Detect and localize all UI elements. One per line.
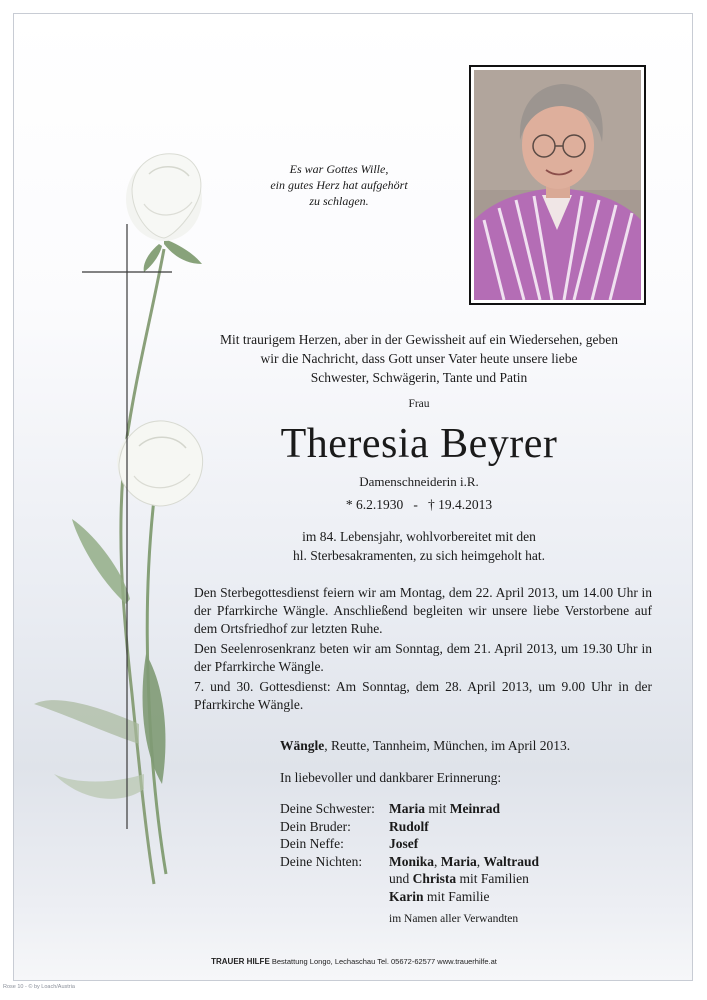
relative-name: Waltraud (483, 853, 540, 869)
upper-rose-icon (126, 154, 202, 241)
intro-line: Mit traurigem Herzen, aber in der Gewissheit auf ein Wiedersehen, geben (219, 332, 619, 347)
family-row (280, 853, 539, 871)
relatives-line: im Namen aller Verwandten (389, 913, 519, 925)
family-row (280, 835, 539, 853)
family-row (280, 800, 539, 818)
mass-paragraph: 7. und 30. Gottesdienst: Am Sonntag, dem 28. April 2013, um 9.00 Uhr in der Pfarrkirche Wängle. (194, 679, 652, 712)
connector-text: und (389, 871, 413, 886)
family-list (280, 800, 539, 888)
place-date-line (280, 738, 640, 754)
portrait-illustration (474, 70, 641, 300)
relative-name: Karin (389, 889, 424, 904)
quote-line: zu schlagen. (309, 194, 369, 208)
relation-label: Deine Schwester: (280, 801, 375, 816)
footer-text: Bestattung Longo, Lechaschau Tel. 05672-62577 www.trauerhilfe.at (269, 957, 497, 966)
relation-label: Dein Neffe: (280, 836, 344, 851)
connector-text: mit Familie (423, 889, 490, 904)
leaf-icon (54, 774, 144, 799)
copyright-credit: Rose 10 - © by Loach/Austria (3, 984, 75, 990)
age-line: hl. Sterbesakramenten, zu sich heimgeholt hat. (293, 548, 545, 563)
memory-line: In liebevoller und dankbarer Erinnerung: (280, 770, 502, 785)
quote-line: Es war Gottes Wille, (289, 162, 389, 176)
roses-cross-illustration (14, 14, 274, 981)
relation-label: Deine Nichten: (280, 853, 363, 869)
leaf-icon (34, 700, 139, 744)
profession: Damenschneiderin i.R. (359, 474, 479, 489)
relation-names (389, 800, 539, 818)
town-name: Wängle (280, 738, 325, 753)
place-rest: , Reutte, Tannheim, München, im April 2013. (324, 738, 571, 753)
intro-line: Schwester, Schwägerin, Tante und Patin (310, 370, 528, 385)
relative-name: Maria (440, 853, 477, 869)
leaf-icon (143, 654, 166, 784)
obituary-card (13, 13, 693, 981)
connector-text: mit Familien (456, 871, 529, 886)
footer (14, 957, 693, 966)
funeral-paragraph: Den Sterbegottesdienst feiern wir am Montag, dem 22. April 2013, um 14.00 Uhr in der Pfarrkirche Wängle. Anschließend begleiten wir unsere liebe Verstorbene auf dem Ortsfriedhof zur letzten Ruhe. (194, 585, 652, 636)
life-dates: * 6.2.1930 - † 19.4.2013 (345, 497, 493, 512)
sepal-icon (164, 239, 202, 264)
karin-line (389, 889, 490, 905)
relation-names: Monika, Maria, Waltraud (389, 853, 540, 869)
relative-name: Monika (389, 853, 435, 869)
memorial-quote (259, 161, 419, 209)
quote-line: ein gutes Herz hat aufgehört (270, 178, 408, 192)
rosary-paragraph: Den Seelenrosenkranz beten wir am Sonntag, dem 21. April 2013, um 19.30 Uhr in der Pfarrkirche Wängle. (194, 641, 652, 674)
relative-name: Maria (389, 801, 425, 816)
lower-rose-icon (117, 421, 203, 506)
relation-names (389, 870, 539, 888)
age-line: im 84. Lebensjahr, wohlvorbereitet mit den (302, 529, 536, 544)
relation-label: Dein Bruder: (280, 818, 351, 834)
family-row (280, 818, 539, 836)
intro-text (184, 330, 654, 387)
relative-name: Rudolf (389, 818, 429, 834)
portrait-frame (469, 65, 646, 305)
relative-name: Josef (389, 836, 419, 851)
age-text (234, 527, 604, 565)
portrait-photo (474, 70, 641, 300)
deceased-name: Theresia Beyrer (280, 421, 558, 467)
salutation: Frau (408, 398, 430, 410)
footer-brand: TRAUER HILFE (211, 957, 270, 966)
connector-text: mit (425, 801, 450, 816)
relative-name: Christa (412, 871, 457, 886)
relative-name: Meinrad (449, 801, 501, 816)
intro-line: wir die Nachricht, dass Gott unser Vater heute unsere liebe (260, 351, 578, 366)
family-row (280, 870, 539, 888)
